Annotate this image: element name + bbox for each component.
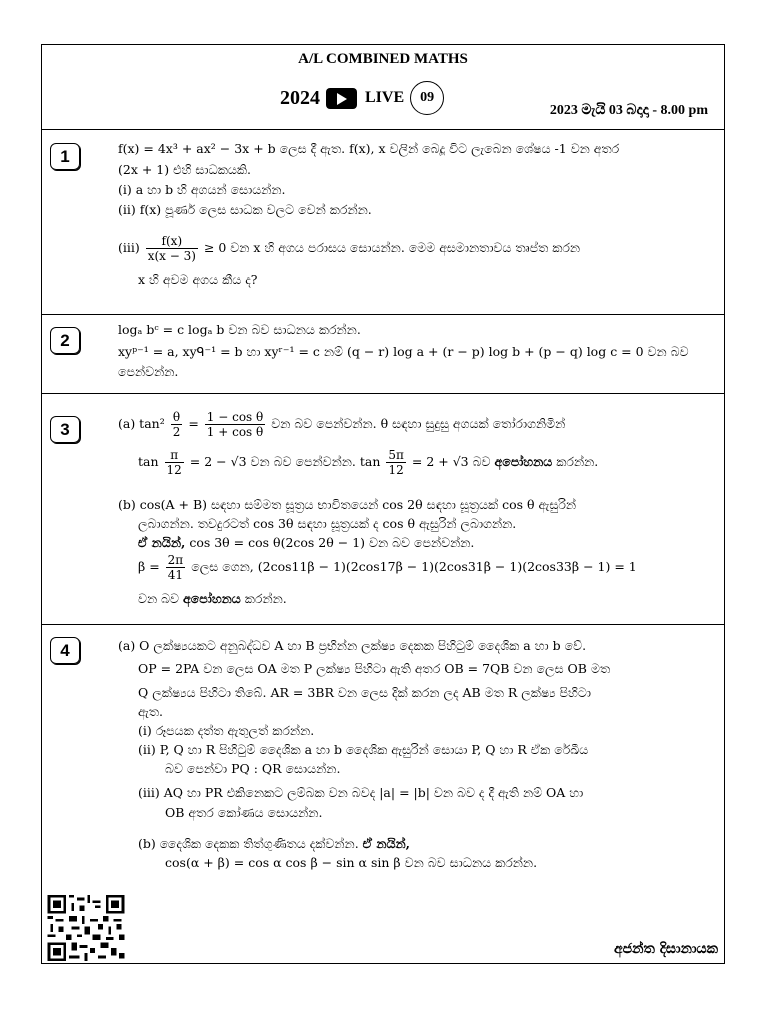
page-title: A/L COMBINED MATHS (298, 51, 468, 67)
q4a-part-iii: OB අතර කෝණය සොයන්න. (165, 805, 323, 820)
qr-code-icon[interactable] (47, 895, 125, 961)
q3b-beta: β = (138, 559, 160, 574)
q1-line: x හි අවම අගය කීය ද? (138, 272, 258, 287)
year-label: 2024 (280, 86, 320, 109)
q3b-text: කරන්න. (244, 591, 287, 606)
q4a-line: OP = 2PA වන ලෙස OA මත P ලක්ෂ්‍ය පිහිටා ඇති අතර OB = 7QB වන ලෙස OB මත (138, 661, 611, 676)
youtube-play-icon (326, 88, 357, 109)
q3a-tan: tan (138, 454, 159, 469)
fraction-numerator: 1 − cos θ (206, 410, 264, 424)
fraction-denominator: 1 + cos θ (206, 425, 264, 439)
q4a-part-i: (i) රූපයක දත්ත ඇතුලත් කරන්න. (138, 723, 315, 738)
q3b-line (138, 535, 474, 551)
fraction-denominator: 41 (167, 568, 184, 582)
worksheet-frame (41, 44, 725, 964)
q1-line: f(x) = 4x³ + ax² − 3x + b ලෙස දී ඇත. f(x), x වලින් බෙදූ විට ලැබෙන ශේෂය -1 වන අතර (118, 141, 620, 156)
q2-line: xyᵖ⁻¹ = a, xyᑫ⁻¹ = b හා xyʳ⁻¹ = c නම් (q − r) log a + (r − p) log b + (p − q) log c = 0 වන බව (118, 344, 689, 359)
q3a-line (138, 446, 598, 478)
question-1 (42, 129, 724, 315)
q3b-text: ලෙස ගෙන, (2cos11β − 1)(2cos17β − 1)(2cos31β − 1)(2cos33β − 1) = 1 (191, 559, 637, 574)
q3b-line (138, 591, 287, 607)
q3a-text: කරන්න. (556, 454, 599, 469)
fraction-denominator: 12 (166, 463, 182, 477)
equals-sign: = (188, 416, 199, 431)
fraction (166, 553, 186, 582)
fraction-numerator: 2π (167, 553, 184, 567)
fraction-numerator: 5π (388, 448, 404, 462)
question-number: 1 (50, 143, 80, 170)
q4b-bold-hence: ඒ නයින්, (362, 836, 410, 851)
q4a-part-ii: (ii) P, Q හා R පිහිටුම් දෛශික a හා b දෛශික ඇසුරින් සොයා P, Q හා R ඒක රේඛීය (138, 742, 589, 757)
q1-part-ii: (ii) f(x) පූර්ණ ලෙස සාධක වලට වෙන් කරන්න. (118, 202, 372, 217)
fraction (146, 234, 198, 263)
q3b-line: (b) cos(A + B) සඳහා සම්මත සූත්‍රය භාවිතයෙන් cos 2θ සඳහා සූත්‍රයක් cos θ ඇසුරින් (118, 497, 577, 512)
q4b-line (138, 836, 410, 852)
episode-badge: 09 (410, 81, 444, 115)
q3a-text: වන බව පෙන්වන්න. θ සඳහා සුදුසු අගයක් තෝරාගනිමින් (271, 416, 566, 431)
fraction-numerator: π (165, 448, 184, 463)
q1-part-iii-text: ≥ 0 වන x හි අගය පරාසය සොයන්න. මෙම අසමානතාවය තෘප්ත කරන (203, 240, 581, 255)
question-2 (42, 315, 724, 394)
q1-part-i: (i) a හා b හි අගයන් සොයන්න. (118, 182, 286, 197)
q3a-text: = 2 + √3 බව (411, 454, 491, 469)
question-4 (42, 625, 724, 963)
q4b-text: (b) දෛශික දෙකක තිත්ගුණිතය දක්වන්න. (138, 836, 359, 851)
fraction (205, 410, 265, 439)
date-label: 2023 මැයි 03 බදාදා (549, 103, 649, 118)
q4b-line: cos(α + β) = cos α cos β − sin α sin β වන බව සාධනය කරන්න. (165, 855, 538, 870)
q3b-text: cos 3θ = cos θ(2cos 2θ − 1) වන බව පෙන්වන්න. (189, 535, 475, 550)
q4a-part-iii: (iii) AQ හා PR එකිනෙකට ලම්බක වන බවද |a| = |b| වන බව ද දී ඇති නම් OA හා (138, 785, 584, 800)
live-line (280, 83, 444, 113)
question-number: 4 (50, 637, 80, 664)
q4a-line: ඇත. (138, 704, 163, 719)
fraction (165, 448, 184, 477)
fraction-denominator: 2 (172, 425, 181, 439)
q4a-line: Q ලක්ෂ්‍යය පිහිටා තිබේ. AR = 3BR වන ලෙස දික් කරන ලද AB මත R ලක්ෂ්‍ය පිහිටා (138, 685, 591, 700)
q3a-text: = 2 − √3 වන බව පෙන්වන්න. tan (189, 454, 381, 469)
question-number: 3 (50, 416, 80, 443)
live-label: LIVE (365, 89, 405, 106)
q3a-bold-deduce: අපෝහනය (494, 454, 553, 469)
author-signature: අජන්ත දිසානායක (613, 941, 718, 957)
fraction-denominator: 12 (388, 463, 404, 477)
q1-part-iii-label: (iii) (118, 240, 140, 255)
q4a-line: (a) O ලක්ෂ්‍යයකට අනුබද්ධව A හා B ප්‍රභින්න ලක්ෂ්‍ය දෙකක පිහිටුම් දෛශික a හා b වේ. (118, 638, 587, 653)
q3b-bold-hence: ඒ නයින්, (138, 535, 186, 550)
question-number: 2 (50, 327, 80, 354)
q1-line: (2x + 1) එහි සාධකයකි. (118, 162, 251, 177)
q3b-line (138, 550, 637, 584)
header (42, 45, 724, 130)
date-time (550, 103, 708, 119)
q2-line: පෙන්වන්න. (118, 364, 179, 379)
q3a-line (118, 408, 565, 440)
q3b-line: ලබාගන්න. තවදුරටත් cos 3θ සඳහා සූත්‍රයක් ද cos θ ඇසුරින් ලබාගන්න. (138, 516, 517, 531)
fraction-numerator: f(x) (146, 234, 198, 249)
q2-line: logₐ bᶜ = c logₐ b වන බව සාධනය කරන්න. (118, 322, 361, 337)
question-3 (42, 394, 724, 625)
q3b-text: වන බව (138, 591, 180, 606)
fraction (386, 448, 406, 477)
time-label: - 8.00 pm (652, 103, 708, 118)
q3a-label: (a) tan² (118, 416, 165, 431)
fraction-denominator: x(x − 3) (147, 249, 196, 263)
q4a-part-ii: බව පෙන්වා PQ : QR සොයන්න. (165, 761, 341, 776)
q3b-bold-deduce: අපෝහනය (183, 591, 241, 606)
q1-part-iii (118, 233, 580, 263)
fraction (171, 410, 183, 439)
fraction-numerator: θ (171, 410, 183, 425)
